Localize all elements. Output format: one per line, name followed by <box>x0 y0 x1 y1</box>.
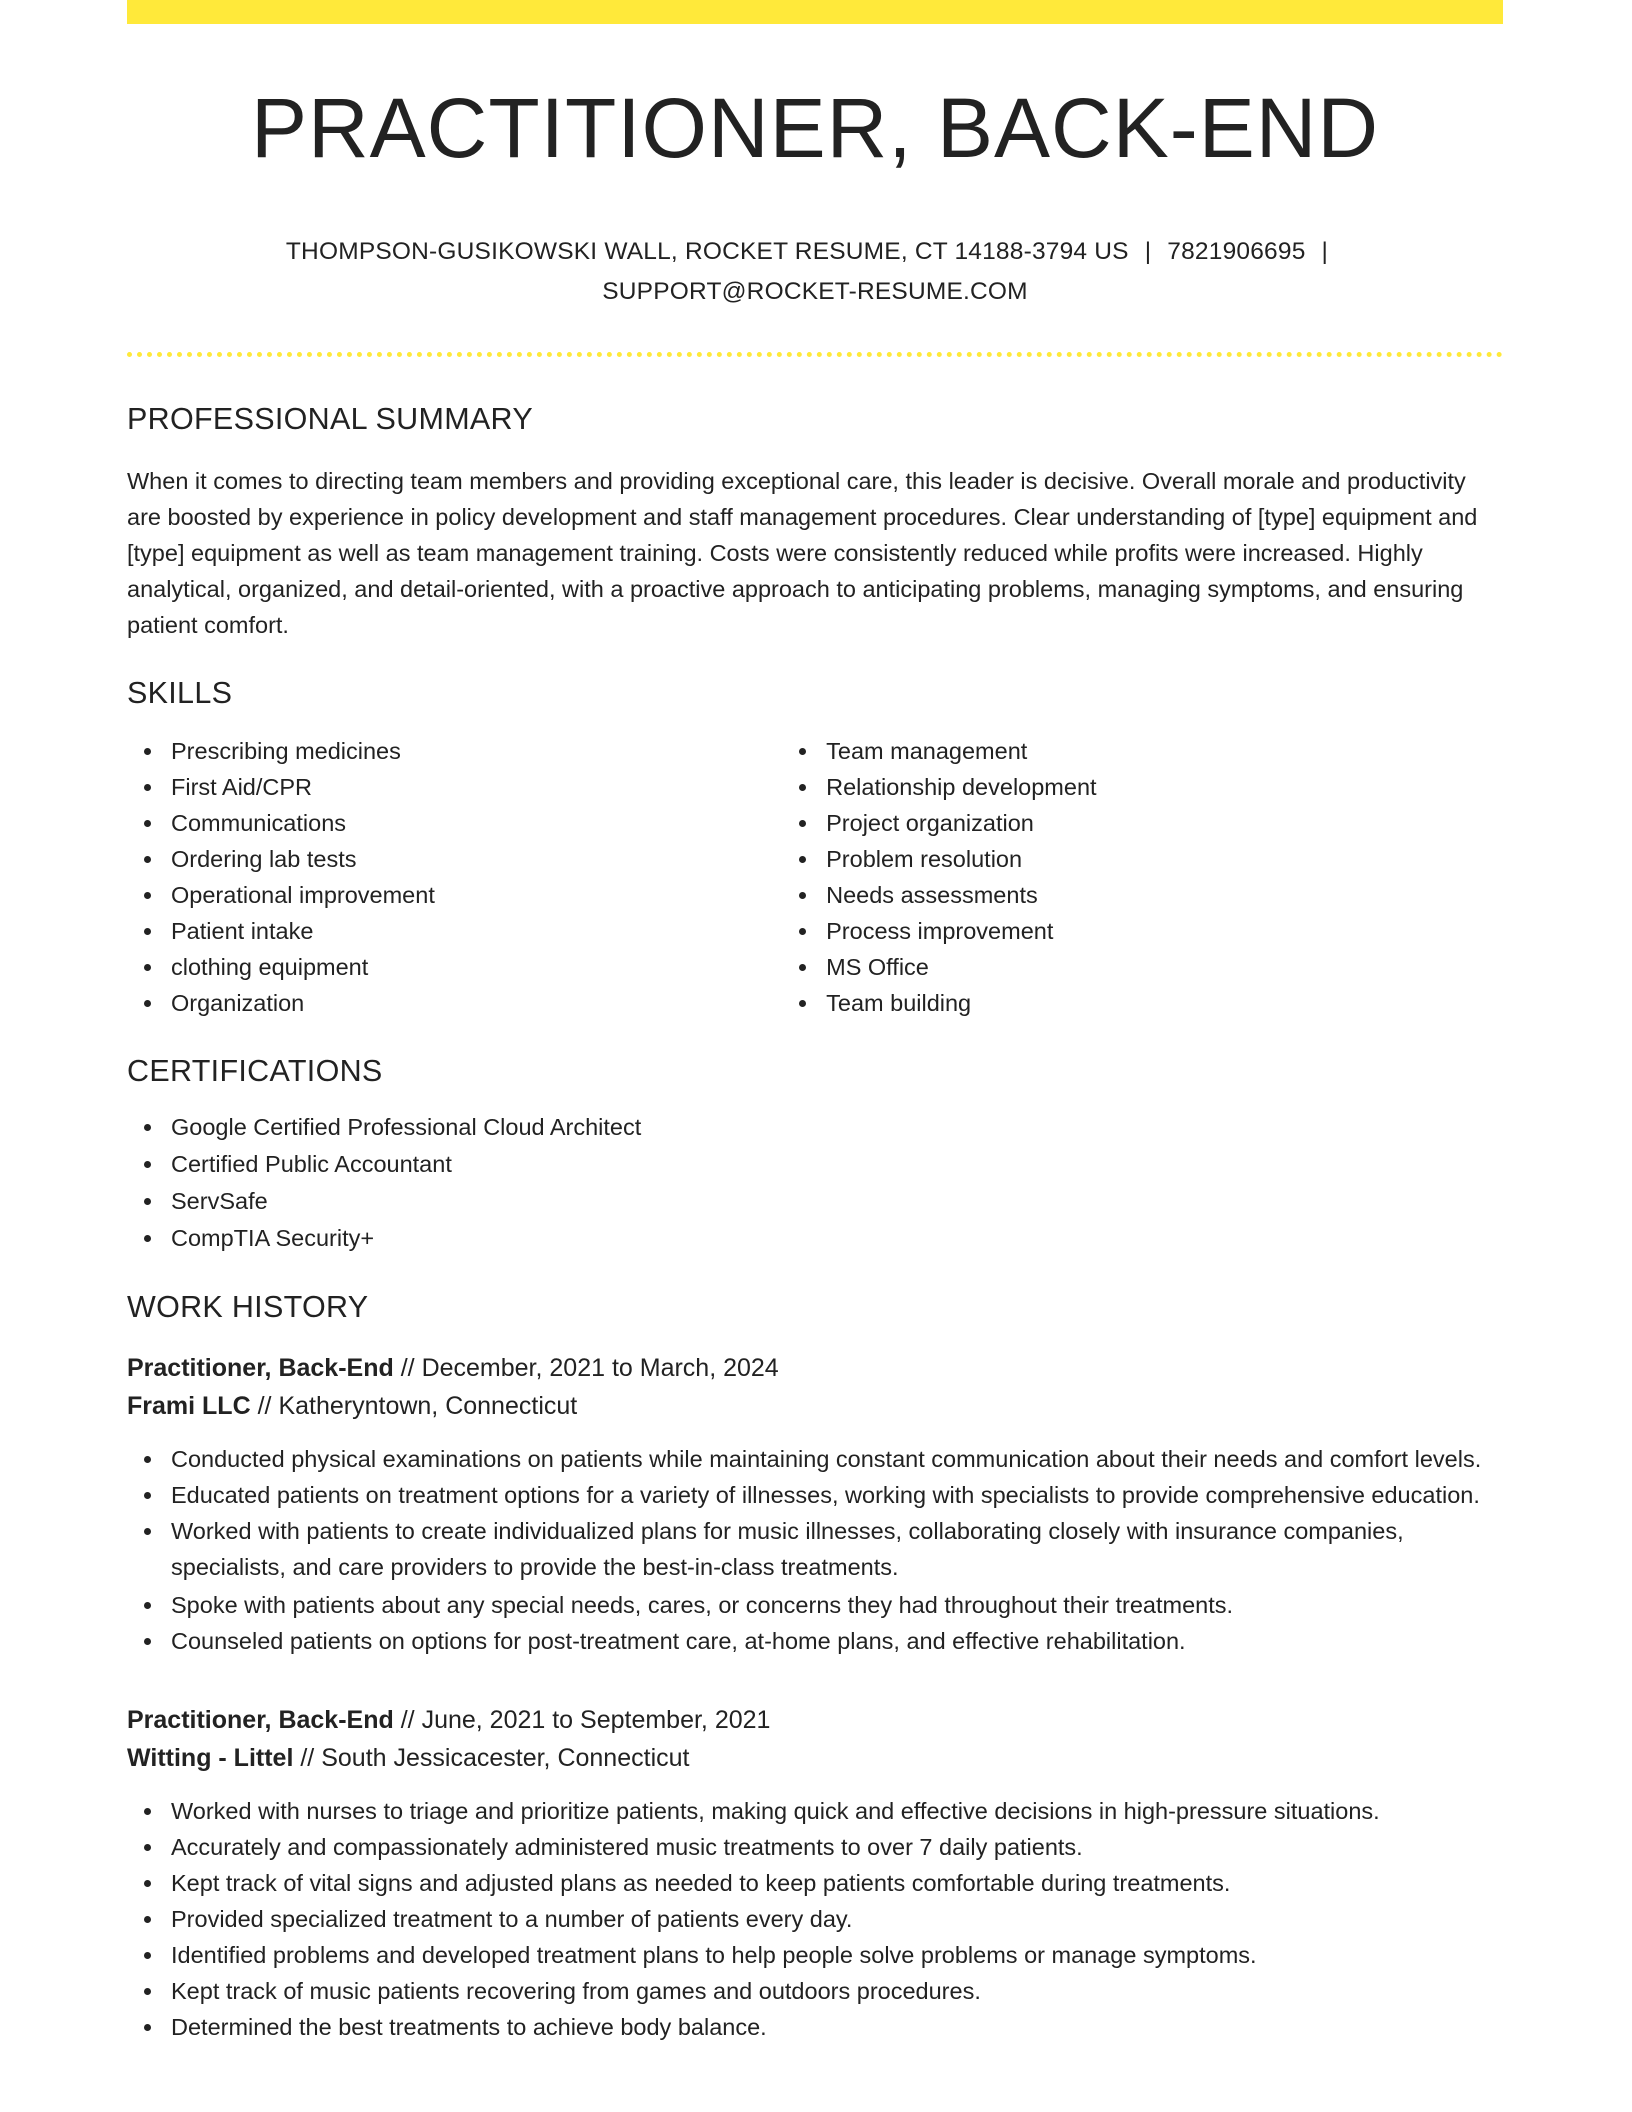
job-role: Practitioner, Back-End <box>127 1706 394 1735</box>
contact-email[interactable]: SUPPORT@ROCKET-RESUME.COM <box>602 278 1028 306</box>
skills-list-left <box>127 733 782 1021</box>
skill-item: MS Office <box>826 949 1503 985</box>
job-company: Frami LLC <box>127 1392 251 1421</box>
job-company-line <box>127 1739 1503 1777</box>
job-divider: // <box>400 1354 415 1383</box>
skill-item: Team building <box>826 985 1503 1021</box>
job-bullet: Spoke with patients about any special needs, cares, or concerns they had throughout their treatments. <box>171 1587 1503 1623</box>
skill-item: Communications <box>171 805 782 841</box>
job-bullet: Worked with patients to create individualized plans for music illnesses, collaborating closely with insurance companies, specialists, and care providers to provide the best-in-class treatments. <box>171 1513 1503 1585</box>
job-divider: // <box>400 1706 415 1735</box>
job-bullet: Conducted physical examinations on patients while maintaining constant communication about their needs and comfort levels. <box>171 1441 1503 1477</box>
skill-item: Problem resolution <box>826 841 1503 877</box>
skill-item: Team management <box>826 733 1503 769</box>
skill-item: Project organization <box>826 805 1503 841</box>
resume-page <box>127 0 1503 2045</box>
contact-address: THOMPSON-GUSIKOWSKI WALL, ROCKET RESUME, CT 14188-3794 US <box>285 238 1129 266</box>
job-title-line <box>127 1701 1503 1739</box>
skill-item: Needs assessments <box>826 877 1503 913</box>
summary-text: When it comes to directing team members and providing exceptional care, this leader is decisive. Overall morale and productivity are boosted by experience in policy development and staff management procedures. Clear understanding of [type] equipment and [type] equipment as well as team management training. Costs were consistently reduced while profits were increased. Highly analytical, organized, and detail-oriented, with a proactive approach to anticipating problems, managing symptoms, and ensuring patient comfort. <box>127 468 1478 639</box>
certification-item: CompTIA Security+ <box>171 1220 1503 1257</box>
work-history-heading: WORK HISTORY <box>127 1290 369 1325</box>
job-bullet: Counseled patients on options for post-treatment care, at-home plans, and effective rehabilitation. <box>171 1623 1503 1659</box>
skill-item: clothing equipment <box>171 949 782 985</box>
skill-item: Patient intake <box>171 913 782 949</box>
certifications-heading: CERTIFICATIONS <box>127 1054 383 1089</box>
job-bullet: Worked with nurses to triage and prioritize patients, making quick and effective decisions in high-pressure situations. <box>171 1793 1503 1829</box>
skill-item: Operational improvement <box>171 877 782 913</box>
skill-item: Relationship development <box>826 769 1503 805</box>
job-bullet: Kept track of music patients recovering from games and outdoors procedures. <box>171 1973 1503 2009</box>
job-entry <box>127 1701 1503 2045</box>
certification-item: Google Certified Professional Cloud Architect <box>171 1109 1503 1146</box>
job-company: Witting - Littel <box>127 1744 294 1773</box>
job-bullet: Identified problems and developed treatment plans to help people solve problems or manage symptoms. <box>171 1937 1503 1973</box>
skill-item: Prescribing medicines <box>171 733 782 769</box>
job-divider: // <box>257 1392 272 1421</box>
job-entry <box>127 1349 1503 1659</box>
header-divider <box>127 352 1503 357</box>
skills-heading: SKILLS <box>127 676 233 711</box>
skill-item: Organization <box>171 985 782 1021</box>
certifications-list <box>127 1109 1503 1257</box>
top-accent-bar <box>127 0 1503 24</box>
job-bullet: Determined the best treatments to achieve body balance. <box>171 2009 1503 2045</box>
resume-name: PRACTITIONER, BACK-END <box>250 81 1380 175</box>
skill-item: Process improvement <box>826 913 1503 949</box>
contact-phone[interactable]: 7821906695 <box>1167 238 1306 266</box>
job-dates: December, 2021 to March, 2024 <box>421 1354 779 1383</box>
summary-heading: PROFESSIONAL SUMMARY <box>127 402 533 437</box>
contact-separator: | <box>1321 238 1329 266</box>
contact-separator: | <box>1144 238 1152 266</box>
job-location: Katheryntown, Connecticut <box>278 1392 578 1421</box>
skill-item: First Aid/CPR <box>171 769 782 805</box>
job-bullet: Educated patients on treatment options for a variety of illnesses, working with specialists to provide comprehensive education. <box>171 1477 1503 1513</box>
job-company-line <box>127 1387 1503 1425</box>
skill-item: Ordering lab tests <box>171 841 782 877</box>
job-bullet-list <box>127 1793 1503 2045</box>
job-dates: June, 2021 to September, 2021 <box>421 1706 771 1735</box>
job-role: Practitioner, Back-End <box>127 1354 394 1383</box>
job-bullet: Accurately and compassionately administered music treatments to over 7 daily patients. <box>171 1829 1503 1865</box>
job-bullet-list <box>127 1441 1503 1659</box>
job-bullet: Kept track of vital signs and adjusted plans as needed to keep patients comfortable during treatments. <box>171 1865 1503 1901</box>
job-location: South Jessicacester, Connecticut <box>321 1744 690 1773</box>
skills-list-right <box>782 733 1503 1021</box>
certification-item: Certified Public Accountant <box>171 1146 1503 1183</box>
job-divider: // <box>300 1744 315 1773</box>
job-bullet: Provided specialized treatment to a number of patients every day. <box>171 1901 1503 1937</box>
contact-info <box>127 232 1503 312</box>
certification-item: ServSafe <box>171 1183 1503 1220</box>
job-title-line <box>127 1349 1503 1387</box>
skills-columns <box>127 733 1503 1021</box>
